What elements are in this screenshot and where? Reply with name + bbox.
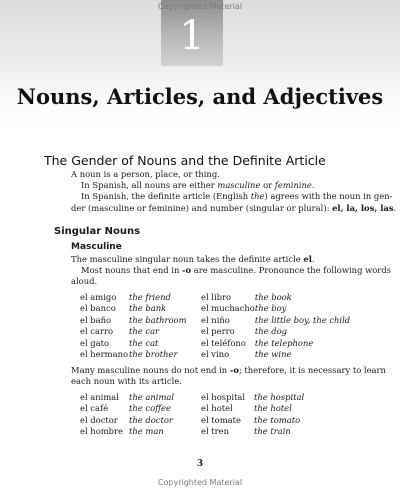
watermark-top: Copyrighted Material bbox=[157, 2, 243, 11]
vocab-table-o-nouns bbox=[80, 292, 350, 360]
non-o-paragraph bbox=[71, 365, 386, 387]
table-row bbox=[80, 415, 304, 426]
spanish-word: el muchacho bbox=[201, 303, 255, 314]
intro-line-1: A noun is a person, place, or thing. bbox=[71, 169, 220, 179]
english-translation: the doctor bbox=[129, 414, 173, 425]
english-translation: the telephone bbox=[254, 337, 314, 348]
english-translation: the cat bbox=[129, 337, 159, 348]
english-translation: the hotel bbox=[254, 403, 292, 414]
intro-paragraph bbox=[71, 169, 397, 214]
english-translation: the animal bbox=[129, 392, 175, 402]
table-row bbox=[80, 315, 350, 326]
spanish-word: el baño bbox=[80, 314, 112, 325]
vocab-table-other-nouns bbox=[80, 392, 304, 438]
masculine-paragraph bbox=[71, 254, 391, 288]
spanish-word: el café bbox=[80, 403, 109, 414]
masculine-line-2: Most nouns that end in -o are masculine. Pronounce the following words bbox=[81, 265, 391, 276]
intro-line-3: In Spanish, the definite article (English the) agrees with the noun in gen- bbox=[81, 191, 393, 202]
english-translation: the hospital bbox=[254, 392, 305, 402]
spanish-word: el vino bbox=[201, 349, 230, 360]
intro-line-2: In Spanish, all nouns are either masculine or feminine. bbox=[81, 180, 315, 191]
masculine-line-3: aloud. bbox=[71, 276, 98, 287]
spanish-word: el hotel bbox=[201, 403, 233, 414]
english-translation: the car bbox=[129, 326, 160, 337]
chapter-number: 1 bbox=[179, 13, 205, 59]
spanish-word: el doctor bbox=[80, 414, 118, 425]
page-number: 3 bbox=[196, 459, 204, 469]
english-translation: the boy bbox=[254, 303, 287, 314]
intro-line-4: der (masculine or feminine) and number (singular or plural): el, la, los, las. bbox=[71, 202, 397, 213]
english-translation: the wine bbox=[254, 349, 292, 360]
table-row bbox=[80, 292, 350, 303]
watermark-bottom: Copyrighted Material bbox=[157, 478, 243, 487]
english-translation: the bank bbox=[129, 303, 167, 314]
english-translation: the bathroom bbox=[129, 314, 187, 325]
table-row bbox=[80, 349, 350, 360]
table-row bbox=[80, 426, 304, 437]
english-translation: the tomato bbox=[254, 414, 301, 425]
spanish-word: el tren bbox=[201, 426, 230, 437]
spanish-word: el gato bbox=[80, 337, 110, 348]
subsubsection-heading: Masculine bbox=[71, 242, 122, 252]
english-translation: the man bbox=[129, 426, 164, 437]
spanish-word: el banco bbox=[80, 303, 116, 314]
english-translation: the dog bbox=[254, 326, 287, 337]
spanish-word: el hospital bbox=[201, 392, 246, 402]
subsection-heading: Singular Nouns bbox=[54, 226, 141, 237]
spanish-word: el animal bbox=[80, 392, 119, 402]
chapter-title: Nouns, Articles, and Adjectives bbox=[16, 84, 384, 109]
english-translation: the train bbox=[254, 426, 291, 437]
spanish-word: el amigo bbox=[80, 292, 117, 302]
table-row bbox=[80, 392, 304, 403]
spanish-word: el niño bbox=[201, 314, 230, 325]
english-translation: the brother bbox=[129, 349, 178, 360]
masculine-line-1: The masculine singular noun takes the definite article el. bbox=[71, 254, 315, 264]
spanish-word: el teléfono bbox=[201, 337, 246, 348]
non-o-line-2: each noun with its article. bbox=[71, 376, 182, 387]
table-row bbox=[80, 338, 350, 349]
spanish-word: el hombre bbox=[80, 426, 123, 437]
english-translation: the book bbox=[254, 292, 292, 302]
spanish-word: el hermano bbox=[80, 349, 129, 360]
spanish-word: el tomate bbox=[201, 414, 241, 425]
non-o-line-1: Many masculine nouns do not end in -o; therefore, it is necessary to learn bbox=[71, 365, 386, 375]
english-translation: the friend bbox=[129, 292, 171, 302]
spanish-word: el perro bbox=[201, 326, 235, 337]
spanish-word: el libro bbox=[201, 292, 232, 302]
table-row bbox=[80, 326, 350, 337]
english-translation: the little boy, the child bbox=[254, 314, 351, 325]
section-heading: The Gender of Nouns and the Definite Article bbox=[44, 153, 326, 168]
table-row bbox=[80, 403, 304, 414]
english-translation: the coffee bbox=[129, 403, 171, 414]
table-row bbox=[80, 303, 350, 314]
spanish-word: el carro bbox=[80, 326, 114, 337]
